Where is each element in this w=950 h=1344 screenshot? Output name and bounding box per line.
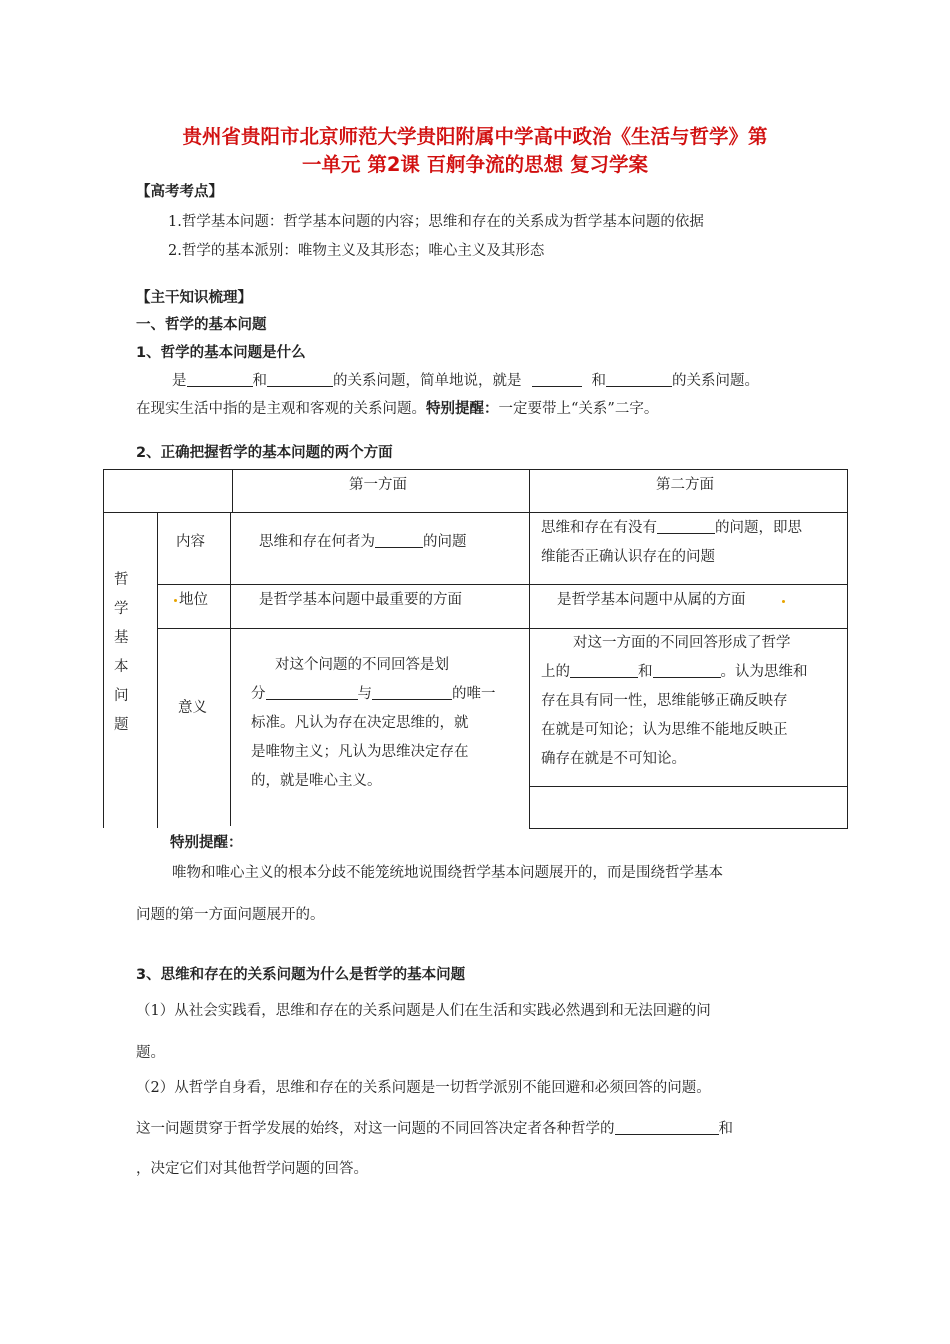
blank-8[interactable] <box>372 684 452 700</box>
q3-paragraph-2-line-2 <box>136 1117 733 1138</box>
q3-text-a: 这一问题贯穿于哲学发展的始终，对这一问题的不同回答决定者各种哲学的 <box>136 1121 615 1137</box>
marker-dot-icon <box>174 599 177 602</box>
q3-text-b: 和 <box>718 1121 733 1137</box>
q1-line2-text: 在现实生活中指的是主观和客观的关系问题。 <box>136 401 426 417</box>
q3-paragraph-2-line-3: ，决定它们对其他哲学问题的回答。 <box>136 1161 368 1177</box>
meaning-second-line-4: 在就是可知论；认为思维不能地反映正 <box>541 722 788 738</box>
status-first-aspect: 是哲学基本问题中最重要的方面 <box>259 592 462 608</box>
meaning-second-aspect <box>541 629 808 774</box>
meaning-second-text-a: 上的 <box>541 664 570 680</box>
meaning-first-text-a: 分 <box>251 686 266 702</box>
meaning-second-line-3: 存在具有同一性，思维能够正确反映存 <box>541 693 788 709</box>
blank-1[interactable] <box>187 371 253 387</box>
blank-11[interactable] <box>615 1119 719 1135</box>
status-second-aspect: 是哲学基本问题中从属的方面 <box>557 592 746 608</box>
content-first-text-a: 思维和存在何者为 <box>259 534 375 550</box>
content-second-aspect <box>541 514 802 572</box>
meaning-second-line-2 <box>541 658 808 687</box>
exam-points-heading: 【高考考点】 <box>136 184 223 200</box>
row-group-char: 基 <box>114 630 129 646</box>
blank-5[interactable] <box>375 532 423 548</box>
q3-paragraph-1-line-2: 题。 <box>136 1045 165 1061</box>
table-header-first-aspect: 第一方面 <box>349 477 407 493</box>
question-2-heading: 2、正确把握哲学的基本问题的两个方面 <box>136 445 393 461</box>
question-1-heading: 1、哲学的基本问题是什么 <box>136 345 306 361</box>
special-note-line-2: 问题的第一方面问题展开的。 <box>136 907 325 923</box>
exam-point-item-2: 2.哲学的基本派别：唯物主义及其形态；唯心主义及其形态 <box>168 243 545 259</box>
meaning-second-text-c: 。认为思维和 <box>720 664 808 680</box>
exam-point-item-1: 1.哲学基本问题：哲学基本问题的内容；思维和存在的关系成为哲学基本问题的依据 <box>168 214 704 230</box>
row-label-status: 地位 <box>179 592 208 608</box>
content-second-text-b: 的问题，即思 <box>715 520 802 536</box>
meaning-first-aspect <box>251 651 496 796</box>
question-1-paragraph-line-1 <box>172 369 759 390</box>
q3-paragraph-1-line-1: （1）从社会实践看，思维和存在的关系问题是人们在生活和实践必然遇到和无法回避的问 <box>136 1003 711 1019</box>
row-label-meaning: 意义 <box>178 700 207 716</box>
blank-3[interactable] <box>532 371 582 387</box>
row-group-char: 本 <box>114 659 129 675</box>
meaning-first-text-c: 的唯一 <box>452 686 496 702</box>
blank-10[interactable] <box>653 662 721 678</box>
blank-7[interactable] <box>266 684 358 700</box>
question-1-paragraph-line-2 <box>136 397 658 418</box>
q3-paragraph-2-line-1: （2）从哲学自身看，思维和存在的关系问题是一切哲学派别不能回避和必须回答的问题。 <box>136 1080 711 1096</box>
meaning-first-line-4: 是唯物主义；凡认为思维决定存在 <box>251 744 469 760</box>
meaning-second-line-5: 确存在就是不可知论。 <box>541 751 686 767</box>
row-group-char: 题 <box>114 717 129 733</box>
content-second-text-a: 思维和存在有没有 <box>541 520 657 536</box>
q1-text-c: 的关系问题，简单地说，就是 <box>333 373 522 389</box>
row-label-content: 内容 <box>176 534 205 550</box>
meaning-first-text-b: 与 <box>357 686 372 702</box>
main-knowledge-heading: 【主干知识梳理】 <box>136 290 252 306</box>
blank-4[interactable] <box>606 371 672 387</box>
special-note-line-1: 唯物和唯心主义的根本分歧不能笼统地说围绕哲学基本问题展开的，而是围绕哲学基本 <box>172 865 723 881</box>
row-group-char: 哲 <box>114 572 129 588</box>
special-reminder-label: 特别提醒： <box>426 401 499 417</box>
special-note-heading: 特别提醒： <box>170 835 243 851</box>
content-second-line-1 <box>541 514 802 543</box>
q1-text-e: 的关系问题。 <box>672 373 759 389</box>
q1-text-d: 和 <box>591 373 606 389</box>
page-title-line-2: 一单元 第2课 百舸争流的思想 复习学案 <box>302 153 648 176</box>
meaning-first-line-5: 的，就是唯心主义。 <box>251 773 382 789</box>
meaning-second-text-b: 和 <box>638 664 653 680</box>
content-first-aspect <box>259 528 467 557</box>
page-title-line-1: 贵州省贵阳市北京师范大学贵阳附属中学高中政治《生活与哲学》第 <box>182 125 768 148</box>
blank-9[interactable] <box>570 662 638 678</box>
blank-6[interactable] <box>657 518 715 534</box>
meaning-first-line-3: 标准。凡认为存在决定思维的，就 <box>251 715 469 731</box>
meaning-first-line-2 <box>251 680 496 709</box>
marker-dot-icon <box>782 600 785 603</box>
question-3-heading: 3、思维和存在的关系问题为什么是哲学的基本问题 <box>136 967 466 983</box>
q1-line2-reminder: 一定要带上“关系”二字。 <box>498 401 659 417</box>
meaning-first-line-1: 对这个问题的不同回答是划 <box>275 657 449 673</box>
row-group-label <box>114 566 129 740</box>
content-first-text-b: 的问题 <box>423 534 467 550</box>
section-1-heading: 一、哲学的基本问题 <box>136 317 267 333</box>
row-group-char: 学 <box>114 601 129 617</box>
blank-2[interactable] <box>267 371 333 387</box>
row-group-char: 问 <box>114 688 129 704</box>
q1-text-b: 和 <box>252 373 267 389</box>
q1-text-a: 是 <box>172 373 187 389</box>
table-header-second-aspect: 第二方面 <box>656 477 714 493</box>
meaning-second-line-1: 对这一方面的不同回答形成了哲学 <box>573 635 791 651</box>
content-second-line-2: 维能否正确认识存在的问题 <box>541 549 715 565</box>
